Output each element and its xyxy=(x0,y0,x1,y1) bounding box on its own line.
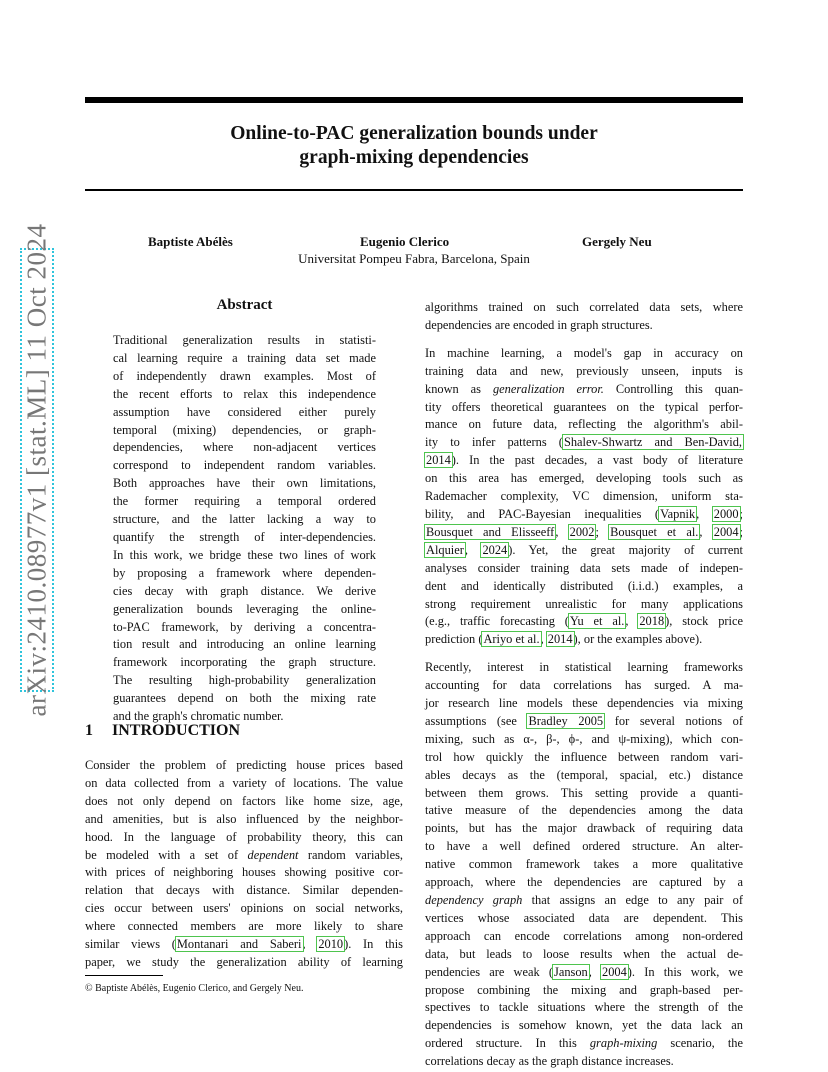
intro-paragraph: Consider the problem of predicting house prices based on data collected from a variety of locations. The value does not only depend on factors like home size, age, and amenities, but is also influenced by the neighbor- hood. In the language of probability theory, this can be modeled with a set of dependent random variables, with prices of neighboring houses showing positive cor- relation that decays with distance. Similar dependen- cies occur between users' opinions on social networks, where connected members are more likely to share similar views (Montanari and Saberi, 2010). In this paper, we study the generalization ability of learning xyxy=(85,758,403,969)
affiliation: Universitat Pompeu Fabra, Barcelona, Spain xyxy=(298,251,530,266)
citation-link[interactable]: Alquier xyxy=(426,542,464,557)
citation-link[interactable]: 2024 xyxy=(482,542,508,557)
citation-link[interactable]: Bousquet et al. xyxy=(610,524,699,539)
section-heading: 1 INTRODUCTION xyxy=(85,722,241,739)
citation-link[interactable]: 2014 xyxy=(426,453,451,468)
citation-link[interactable]: 2000 xyxy=(713,506,739,521)
footnote-rule xyxy=(85,975,163,976)
author-name: Eugenio Clerico xyxy=(360,234,450,249)
author-name: Gergely Neu xyxy=(582,234,652,249)
citation-link[interactable]: 2010 xyxy=(318,937,344,952)
copyright-footnote: © Baptiste Abélès, Eugenio Clerico, and Gergely Neu. xyxy=(85,983,304,994)
citation-link[interactable]: 2014 xyxy=(547,632,573,647)
citation-link[interactable]: Ariyo et al. xyxy=(483,632,540,647)
right-column: algorithms trained on such correlated data sets, where dependencies are encoded in graph structures. In machine learning, a model's gap in accuracy on training data and new, previously unseen, inputs is known as generalization error. Controlling this quan- tity offers theoretical guarantees on the typical perfor- mance on future data, reflecting the algorithm's abil- ity to infer patterns (Shalev-Shwartz and Ben-David, 2014). In the past decades, a vast body of literature on this area has emerged, developing tools such as Rademacher complexity, VC dimension, uniform sta- bility, and PAC-Bayesian inequalities (Vapnik, 2000; Bousquet and Elisseeff, 2002; Bousquet et al., 2004; Alquier, 2024). Yet, the great majority of current analyses consider training data sets made of indepen- dent and identically distributed (i.i.d.) examples, a strong requirement unrealistic for many applications (e.g., traffic forecasting (Yu et al., 2018), stock price prediction (Ariyo et al., 2014), or the examples above). Recently, interest in statistical learning frameworks accounting for data correlations has surged. A ma- jor research line models these dependencies via mixing assumptions (see Bradley 2005 for several notions of mixing, such as α-, β-, ϕ-, and ψ-mixing), which con- trol how quickly the influence between random vari- ables decays as the (temporal, spacial, etc.) distance between them grows. This setting provide a quanti- tative measure of the dependencies among the data points, but has the major drawback of requiring data to have a well defined ordered structure. An alter- native common framework takes a more qualitative approach, where the dependencies are captured by a dependency graph that assigns an edge to any pair of vertices whose associated data are dependent. This approach can encode correlations among non-ordered data, but leads to loose results when the actual de- pendencies are weak (Janson, 2004). In this work, we propose combining the mixing and graph-based per- spectives to tackle situations where the strength of the dependencies is somehow known, yet the data lack an ordered structure. In this graph-mixing scenario, the correlations decay as the graph distance increases. xyxy=(425,300,744,1069)
citation-link[interactable]: Janson xyxy=(554,964,588,979)
citation-link[interactable]: 2004 xyxy=(602,964,627,979)
citation-link[interactable]: 2002 xyxy=(569,524,595,539)
citation-link[interactable]: Montanari and Saberi xyxy=(176,937,302,952)
citation-link[interactable]: Bradley 2005 xyxy=(528,713,604,728)
title-rule xyxy=(85,189,743,191)
paper-title: Online-to-PAC generalization bounds under graph-mixing dependencies xyxy=(230,123,598,168)
abstract-body: Traditional generalization results in statisti- cal learning require a training data set made of independently drawn examples. Most of the recent efforts to relax this independence assumption have considered either purely temporal (mixing) dependencies, or graph- dependencies, where non-adjacent vertices correspond to independent random variables. Both approaches have their own limitations, the former requiring a temporal ordered structure, and the latter lacking a way to quantify the strength of inter-dependencies. In this work, we bridge these two lines of work by proposing a framework where dependen- cies decay with graph distance. We derive generalization bounds leveraging the online- to-PAC framework, by deriving a concentra- tion result and introducing an online learning framework incorporating the graph structure. The resulting high-probability generalization guarantees depend on both the mixing rate and the graph's chromatic number. xyxy=(113,333,376,724)
citation-link[interactable]: Bousquet and Elisseeff xyxy=(426,524,555,539)
abstract-heading: Abstract xyxy=(216,297,273,313)
citation-link[interactable]: 2004 xyxy=(713,524,739,539)
citation-link[interactable]: Vapnik xyxy=(660,506,696,521)
citation-link[interactable]: 2018 xyxy=(639,614,665,629)
citation-link[interactable]: Yu et al. xyxy=(569,614,625,629)
top-rule xyxy=(85,97,743,103)
arxiv-id-stamp: arXiv:2410.08977v1 [stat.ML] 11 Oct 2024 xyxy=(21,223,52,717)
author-name: Baptiste Abélès xyxy=(148,234,233,249)
citation-link[interactable]: Shalev-Shwartz and Ben-David, xyxy=(563,435,742,450)
